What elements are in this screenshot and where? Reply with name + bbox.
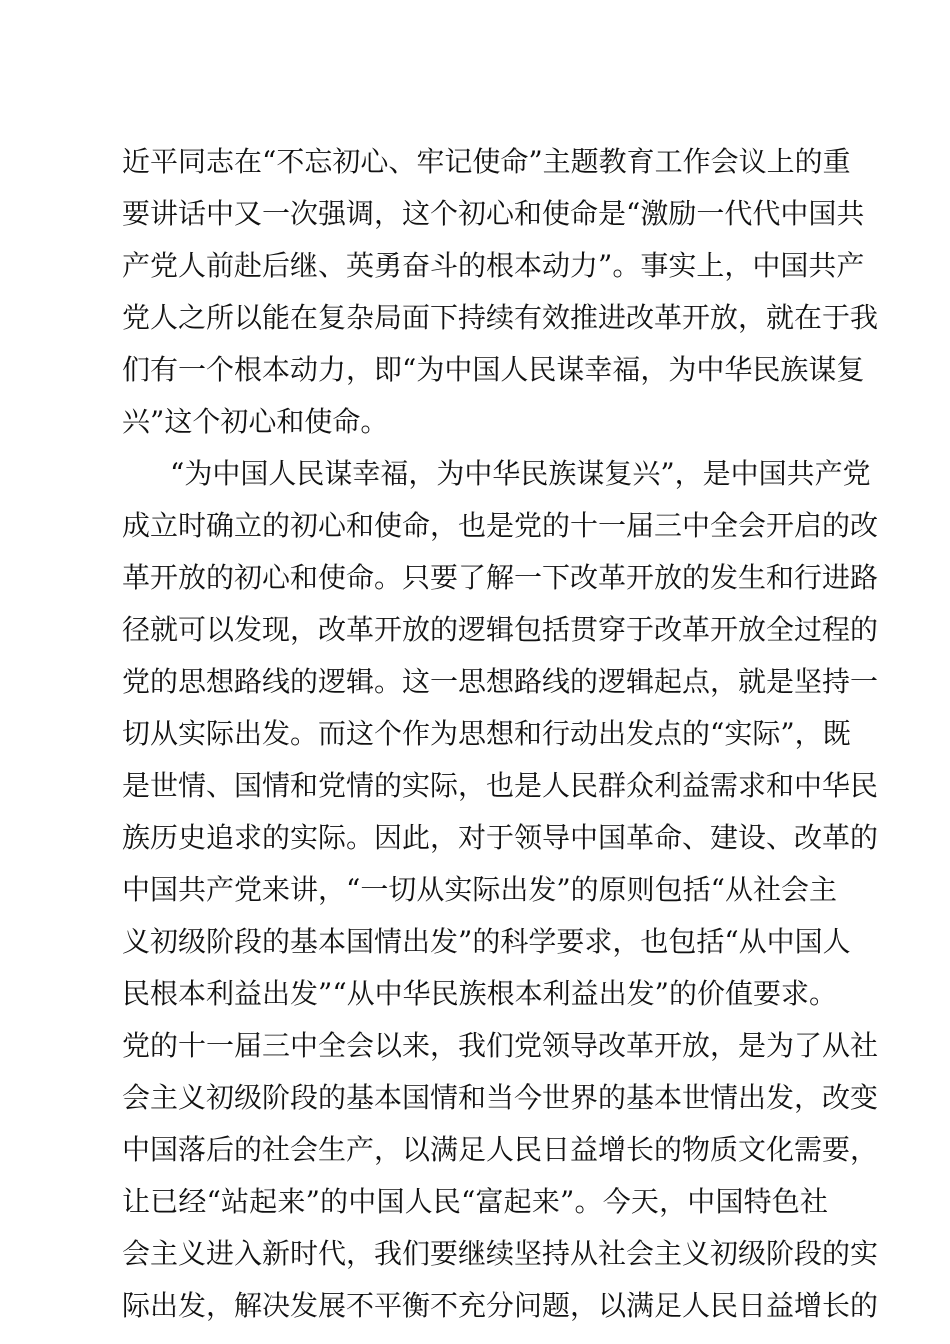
paragraph-first-line: “为中国人民谋幸福，为中华民族谋复兴”，是中国共产党: [170, 457, 871, 490]
text-line: 要讲话中又一次强调，这个初心和使命是“激励一代代中国共: [122, 197, 865, 230]
text-line: 际出发，解决发展不平衡不充分问题，以满足人民日益增长的: [122, 1289, 879, 1322]
text-line: 中国落后的社会生产，以满足人民日益增长的物质文化需要，: [122, 1133, 879, 1166]
text-line: 党的思想路线的逻辑。这一思想路线的逻辑起点，就是坚持一: [122, 665, 879, 698]
text-line: 中国共产党来讲，“一切从实际出发”的原则包括“从社会主: [122, 873, 837, 906]
text-line: 族历史追求的实际。因此，对于领导中国革命、建设、改革的: [122, 821, 879, 854]
text-line: 们有一个根本动力，即“为中国人民谋幸福，为中华民族谋复: [122, 353, 865, 386]
text-line: 产党人前赴后继、英勇奋斗的根本动力”。事实上，中国共产: [122, 249, 865, 282]
text-line: 让已经“站起来”的中国人民“富起来”。今天，中国特色社: [122, 1185, 828, 1218]
text-line: 径就可以发现，改革开放的逻辑包括贯穿于改革开放全过程的: [122, 613, 879, 646]
text-line: 切从实际出发。而这个作为思想和行动出发点的“实际”，既: [122, 717, 851, 750]
text-line: 成立时确立的初心和使命，也是党的十一届三中全会开启的改: [122, 509, 879, 542]
text-line: 民根本利益出发”“从中华民族根本利益出发”的价值要求。: [122, 977, 837, 1010]
text-line: 是世情、国情和党情的实际，也是人民群众利益需求和中华民: [122, 769, 879, 802]
text-line: 党的十一届三中全会以来，我们党领导改革开放，是为了从社: [122, 1029, 879, 1062]
text-line: 近平同志在“不忘初心、牢记使命”主题教育工作会议上的重: [122, 145, 851, 178]
text-line: 兴”这个初心和使命。: [122, 405, 389, 438]
text-line: 革开放的初心和使命。只要了解一下改革开放的发生和行进路: [122, 561, 879, 594]
text-line: 会主义初级阶段的基本国情和当今世界的基本世情出发，改变: [122, 1081, 879, 1114]
text-line: 义初级阶段的基本国情出发”的科学要求，也包括“从中国人: [122, 925, 851, 958]
text-line: 党人之所以能在复杂局面下持续有效推进改革开放，就在于我: [122, 301, 879, 334]
text-line: 会主义进入新时代，我们要继续坚持从社会主义初级阶段的实: [122, 1237, 879, 1270]
